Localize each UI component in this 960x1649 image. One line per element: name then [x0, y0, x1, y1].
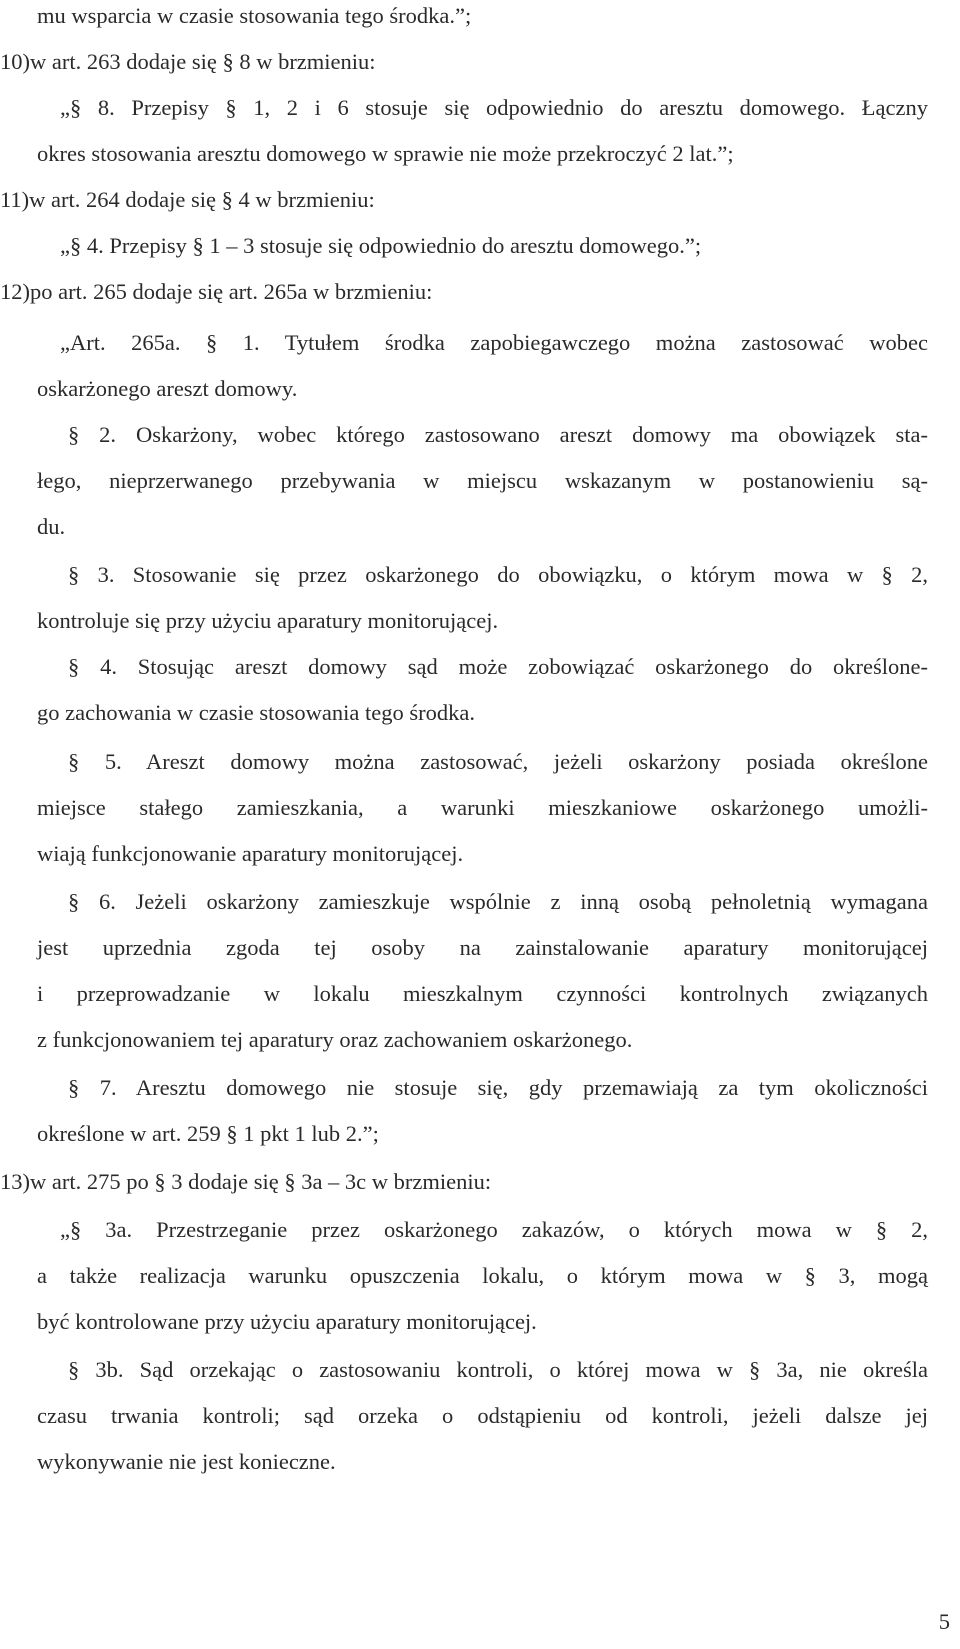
list-item-13: 13)w art. 275 po § 3 dodaje się § 3a – 3c w brzmieniu:	[0, 1169, 492, 1194]
text-line: § 3b. Sąd orzekając o zastosowaniu kontroli, o której mowa w § 3a, nie określa	[68, 1357, 928, 1382]
text-line: § 4. Stosując areszt domowy sąd może zobowiązać oskarżonego do określone-	[68, 654, 928, 679]
list-item-10: 10)w art. 263 dodaje się § 8 w brzmieniu:	[0, 49, 376, 74]
text-line: a także realizacja warunku opuszczenia lokalu, o którym mowa w § 3, mogą	[37, 1263, 928, 1288]
text-line: być kontrolowane przy użyciu aparatury monitorującej.	[37, 1309, 537, 1334]
text-line: oskarżonego areszt domowy.	[37, 376, 298, 401]
text-line: „§ 8. Przepisy § 1, 2 i 6 stosuje się odpowiednio do aresztu domowego. Łączny	[60, 95, 928, 120]
text-line: z funkcjonowaniem tej aparatury oraz zachowaniem oskarżonego.	[37, 1027, 633, 1052]
list-item-11: 11)w art. 264 dodaje się § 4 w brzmieniu:	[0, 187, 375, 212]
text-line: du.	[37, 514, 66, 539]
text-line: „§ 4. Przepisy § 1 – 3 stosuje się odpowiednio do aresztu domowego.”;	[60, 233, 702, 258]
text-line: łego, nieprzerwanego przebywania w miejscu wskazanym w postanowieniu są-	[37, 468, 928, 493]
text-line: § 6. Jeżeli oskarżony zamieszkuje wspólnie z inną osobą pełnoletnią wymagana	[68, 889, 928, 914]
text-line: go zachowania w czasie stosowania tego środka.	[37, 700, 475, 725]
text-line: wiają funkcjonowanie aparatury monitorującej.	[37, 841, 464, 866]
text-line: „Art. 265a. § 1. Tytułem środka zapobiegawczego można zastosować wobec	[60, 330, 928, 355]
text-line: § 5. Areszt domowy można zastosować, jeżeli oskarżony posiada określone	[68, 749, 928, 774]
text-line: mu wsparcia w czasie stosowania tego środka.”;	[37, 3, 472, 28]
list-item-12: 12)po art. 265 dodaje się art. 265a w brzmieniu:	[0, 279, 433, 304]
text-line: § 2. Oskarżony, wobec którego zastosowano areszt domowy ma obowiązek sta-	[68, 422, 928, 447]
text-line: określone w art. 259 § 1 pkt 1 lub 2.”;	[37, 1121, 379, 1146]
text-line: i przeprowadzanie w lokalu mieszkalnym czynności kontrolnych związanych	[37, 981, 928, 1006]
text-line: miejsce stałego zamieszkania, a warunki mieszkaniowe oskarżonego umożli-	[37, 795, 928, 820]
text-line: okres stosowania aresztu domowego w sprawie nie może przekroczyć 2 lat.”;	[37, 141, 734, 166]
text-line: § 3. Stosowanie się przez oskarżonego do obowiązku, o którym mowa w § 2,	[68, 562, 928, 587]
text-line: § 7. Aresztu domowego nie stosuje się, gdy przemawiają za tym okoliczności	[68, 1075, 928, 1100]
text-line: jest uprzednia zgoda tej osoby na zainstalowanie aparatury monitorującej	[37, 935, 928, 960]
text-line: „§ 3a. Przestrzeganie przez oskarżonego zakazów, o których mowa w § 2,	[60, 1217, 928, 1242]
text-line: czasu trwania kontroli; sąd orzeka o odstąpieniu od kontroli, jeżeli dalsze jej	[37, 1403, 928, 1428]
page-number: 5	[938, 1609, 950, 1634]
text-line: wykonywanie nie jest konieczne.	[37, 1449, 336, 1474]
text-line: kontroluje się przy użyciu aparatury monitorującej.	[37, 608, 499, 633]
